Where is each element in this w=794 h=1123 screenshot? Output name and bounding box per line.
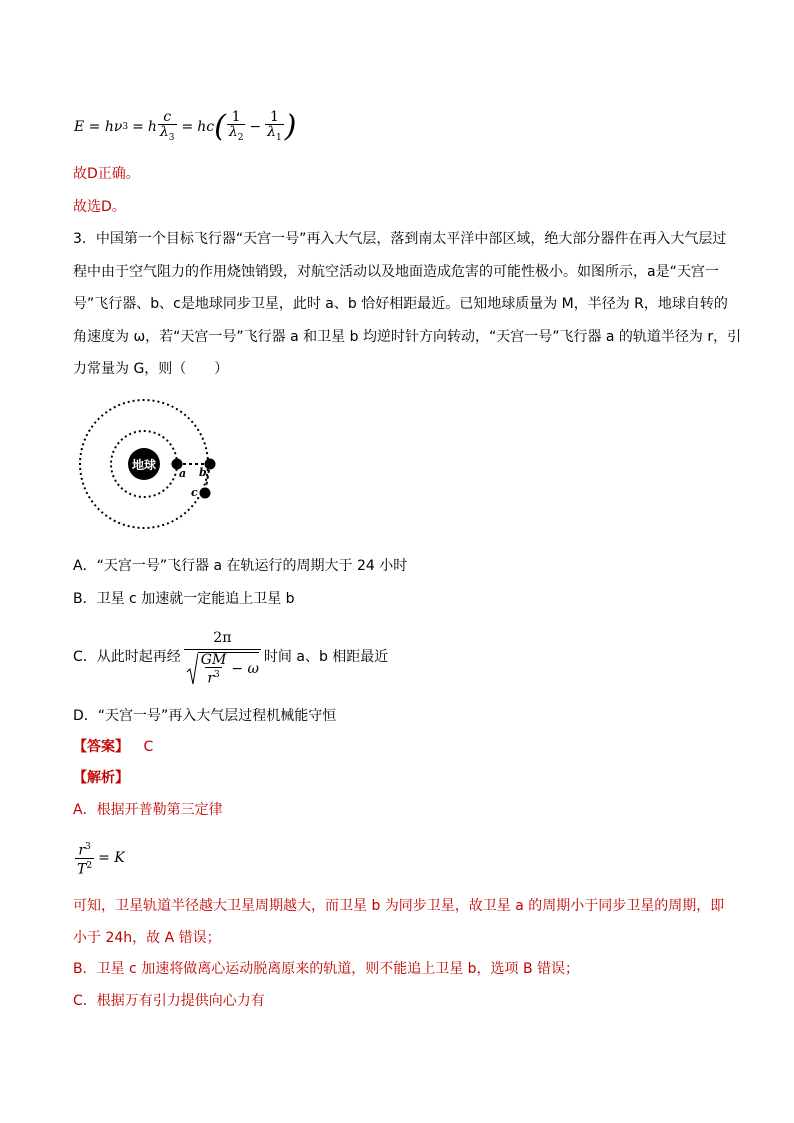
kepler-formula: $\frac{r^3}{T^2}$ = K	[77, 841, 125, 878]
label-a: a	[179, 467, 187, 480]
option-c	[73, 622, 388, 690]
one-over-lambda2: $\frac{1}{\lambda_2}$	[228, 108, 244, 143]
question-3-line-2: 程中由于空气阻力的作用烧蚀销毁，对航空活动以及地面造成危害的可能性极小。如图所示，a是“天宫一	[73, 264, 719, 280]
question-3-line-3: 号”飞行器、b、c是地球同步卫星，此时 a、b 恰好相距最近。已知地球质量为 M，半径为 R，地球自转的	[73, 296, 728, 312]
label-c: c	[191, 486, 198, 499]
satellite-c	[200, 488, 211, 499]
label-b: b	[199, 466, 207, 479]
analysis-label: 【解析】	[73, 770, 129, 786]
analysis-a-2: 可知，卫星轨道半径越大卫星周期越大，而卫星 b 为同步卫星，故卫星 a 的周期小于同步卫星的周期，即	[73, 898, 725, 914]
one-over-lambda1: $\frac{1}{\lambda_1}$	[267, 108, 282, 143]
analysis-b-1: B．卫星 c 加速将做离心运动脱离原来的轨道，则不能追上卫星 b，选项 B 错误；	[73, 961, 580, 977]
option-c-fraction: 2π $\frac{GM}{r^3}$ − ω	[184, 627, 261, 686]
analysis-a-1: A．根据开普勒第三定律	[73, 802, 223, 818]
option-a: A．“天宫一号”飞行器 a 在轨运行的周期大于 24 小时	[73, 558, 408, 574]
answer-row	[73, 737, 153, 757]
option-b: B．卫星 c 加速就一定能追上卫星 b	[73, 591, 295, 607]
question-3-line-4: 角速度为 ω，若“天宫一号”飞行器 a 和卫星 b 均逆时针方向转动，“天宫一号”飞行器 a 的轨道半径为 r，引	[73, 329, 742, 345]
choose-d-line: 故选D。	[73, 199, 126, 215]
formula-lhs: E = hν	[74, 119, 123, 135]
analysis-c-1: C．根据万有引力提供向心力有	[73, 993, 265, 1009]
question-3-line-1: 3．中国第一个目标飞行器“天宫一号”再入大气层，落到南太平洋中部区域，绝大部分器件在再入大气层过	[73, 231, 727, 247]
option-c-prefix: C．从此时起再经	[73, 649, 181, 665]
option-d: D．“天宫一号”再入大气层过程机械能守恒	[73, 708, 337, 724]
c-over-lambda3: $\frac{c}{\lambda_3}$	[159, 108, 175, 143]
d-correct-line: 故D正确。	[73, 166, 140, 182]
earth-label: 地球	[131, 458, 157, 472]
orbit-diagram	[78, 390, 238, 538]
energy-formula: E = hν 3 = h $\frac{c}{\lambda_3}$ = hc ( $\frac{1}{\lambda_2}$ − $\frac{1}{\lambda_1}$ )	[74, 108, 297, 144]
question-3-line-5: 力常量为 G，则（ ）	[73, 361, 229, 377]
sqrt-sign	[186, 652, 198, 686]
answer-value: C	[143, 739, 154, 755]
analysis-a-3: 小于 24h，故 A 错误；	[73, 930, 221, 946]
option-c-suffix: 时间 a、b 相距最近	[263, 649, 389, 665]
left-paren: (	[214, 109, 226, 144]
answer-label: 【答案】	[73, 739, 129, 755]
right-paren: )	[284, 109, 297, 144]
